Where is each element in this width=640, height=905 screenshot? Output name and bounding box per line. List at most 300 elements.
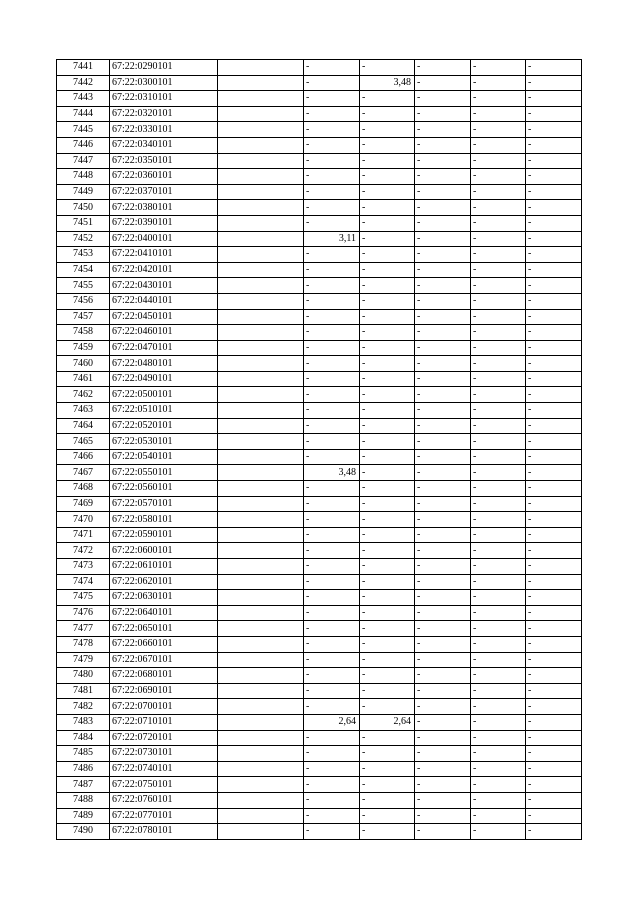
value-cell-col4: - <box>304 683 360 699</box>
value-cell-col4: - <box>304 636 360 652</box>
cadastral-number-cell: 67:22:0760101 <box>110 792 218 808</box>
value-cell-col7: - <box>471 371 526 387</box>
value-cell-col6: - <box>415 605 471 621</box>
cadastral-number-cell: 67:22:0670101 <box>110 652 218 668</box>
value-cell-col4: - <box>304 559 360 575</box>
value-cell-col7: - <box>471 465 526 481</box>
cadastral-number-cell: 67:22:0410101 <box>110 247 218 263</box>
table-row <box>57 636 582 652</box>
value-cell-col4: - <box>304 340 360 356</box>
value-cell-col6: - <box>415 636 471 652</box>
table-row <box>57 371 582 387</box>
cadastral-number-cell: 67:22:0450101 <box>110 309 218 325</box>
value-cell-col6: - <box>415 169 471 185</box>
cadastral-number-cell: 67:22:0650101 <box>110 621 218 637</box>
value-cell-col7: - <box>471 137 526 153</box>
value-cell-col3 <box>218 652 304 668</box>
value-cell-col3 <box>218 278 304 294</box>
value-cell-col5: - <box>360 590 415 606</box>
value-cell-col4: - <box>304 449 360 465</box>
cadastral-number-cell: 67:22:0380101 <box>110 200 218 216</box>
value-cell-col6: - <box>415 543 471 559</box>
row-number-cell: 7484 <box>57 730 110 746</box>
value-cell-col8: - <box>526 91 582 107</box>
table-row <box>57 278 582 294</box>
value-cell-col7: - <box>471 621 526 637</box>
value-cell-col4: - <box>304 481 360 497</box>
value-cell-col3 <box>218 247 304 263</box>
value-cell-col4: - <box>304 590 360 606</box>
value-cell-col7: - <box>471 262 526 278</box>
value-cell-col4: - <box>304 808 360 824</box>
table-row <box>57 792 582 808</box>
table-row <box>57 75 582 91</box>
value-cell-col5: - <box>360 262 415 278</box>
cadastral-number-cell: 67:22:0710101 <box>110 714 218 730</box>
row-number-cell: 7479 <box>57 652 110 668</box>
value-cell-col7: - <box>471 403 526 419</box>
value-cell-col4: - <box>304 824 360 840</box>
value-cell-col5: - <box>360 153 415 169</box>
value-cell-col5: - <box>360 683 415 699</box>
value-cell-col4: - <box>304 418 360 434</box>
value-cell-col3 <box>218 403 304 419</box>
value-cell-col8: - <box>526 590 582 606</box>
value-cell-col3 <box>218 636 304 652</box>
value-cell-col3 <box>218 356 304 372</box>
cadastral-number-cell: 67:22:0360101 <box>110 169 218 185</box>
row-number-cell: 7444 <box>57 106 110 122</box>
value-cell-col4: - <box>304 527 360 543</box>
row-number-cell: 7452 <box>57 231 110 247</box>
table-row <box>57 215 582 231</box>
table-row <box>57 481 582 497</box>
value-cell-col7: - <box>471 387 526 403</box>
value-cell-col6: - <box>415 371 471 387</box>
value-cell-col3 <box>218 792 304 808</box>
value-cell-col3 <box>218 496 304 512</box>
value-cell-col5: - <box>360 434 415 450</box>
row-number-cell: 7459 <box>57 340 110 356</box>
row-number-cell: 7473 <box>57 559 110 575</box>
cadastral-number-cell: 67:22:0570101 <box>110 496 218 512</box>
table-row <box>57 200 582 216</box>
value-cell-col3 <box>218 122 304 138</box>
value-cell-col6: - <box>415 668 471 684</box>
value-cell-col4: - <box>304 60 360 76</box>
value-cell-col8: - <box>526 371 582 387</box>
value-cell-col6: - <box>415 730 471 746</box>
value-cell-col5: - <box>360 387 415 403</box>
table-row <box>57 434 582 450</box>
row-number-cell: 7488 <box>57 792 110 808</box>
value-cell-col3 <box>218 590 304 606</box>
value-cell-col3 <box>218 449 304 465</box>
value-cell-col6: - <box>415 683 471 699</box>
value-cell-col6: - <box>415 356 471 372</box>
value-cell-col8: - <box>526 621 582 637</box>
value-cell-col6: - <box>415 122 471 138</box>
value-cell-col7: - <box>471 683 526 699</box>
value-cell-col6: - <box>415 824 471 840</box>
value-cell-col7: - <box>471 512 526 528</box>
value-cell-col6: - <box>415 247 471 263</box>
value-cell-col5: - <box>360 512 415 528</box>
row-number-cell: 7481 <box>57 683 110 699</box>
cadastral-number-cell: 67:22:0470101 <box>110 340 218 356</box>
row-number-cell: 7489 <box>57 808 110 824</box>
value-cell-col3 <box>218 371 304 387</box>
row-number-cell: 7470 <box>57 512 110 528</box>
value-cell-col8: - <box>526 761 582 777</box>
value-cell-col7: - <box>471 122 526 138</box>
table-row <box>57 91 582 107</box>
cadastral-number-cell: 67:22:0640101 <box>110 605 218 621</box>
cadastral-number-cell: 67:22:0590101 <box>110 527 218 543</box>
value-cell-col6: - <box>415 746 471 762</box>
value-cell-col6: - <box>415 761 471 777</box>
value-cell-col7: - <box>471 590 526 606</box>
value-cell-col5: - <box>360 465 415 481</box>
row-number-cell: 7465 <box>57 434 110 450</box>
value-cell-col7: - <box>471 434 526 450</box>
table-row <box>57 106 582 122</box>
value-cell-col4: - <box>304 75 360 91</box>
value-cell-col5: - <box>360 278 415 294</box>
value-cell-col5: - <box>360 403 415 419</box>
value-cell-col6: - <box>415 200 471 216</box>
value-cell-col6: - <box>415 527 471 543</box>
value-cell-col3 <box>218 761 304 777</box>
value-cell-col5: 3,48 <box>360 75 415 91</box>
value-cell-col7: - <box>471 746 526 762</box>
value-cell-col3 <box>218 512 304 528</box>
table-row <box>57 699 582 715</box>
value-cell-col5: - <box>360 605 415 621</box>
value-cell-col6: - <box>415 559 471 575</box>
value-cell-col5: - <box>360 215 415 231</box>
value-cell-col8: - <box>526 465 582 481</box>
cadastral-number-cell: 67:22:0420101 <box>110 262 218 278</box>
value-cell-col7: - <box>471 325 526 341</box>
table-row <box>57 184 582 200</box>
cadastral-number-cell: 67:22:0550101 <box>110 465 218 481</box>
value-cell-col3 <box>218 293 304 309</box>
value-cell-col5: - <box>360 808 415 824</box>
value-cell-col8: - <box>526 231 582 247</box>
value-cell-col6: - <box>415 153 471 169</box>
row-number-cell: 7474 <box>57 574 110 590</box>
value-cell-col7: - <box>471 309 526 325</box>
cadastral-number-cell: 67:22:0490101 <box>110 371 218 387</box>
value-cell-col5: - <box>360 184 415 200</box>
value-cell-col6: - <box>415 621 471 637</box>
value-cell-col7: - <box>471 91 526 107</box>
value-cell-col4: - <box>304 371 360 387</box>
value-cell-col4: - <box>304 169 360 185</box>
value-cell-col7: - <box>471 761 526 777</box>
row-number-cell: 7468 <box>57 481 110 497</box>
value-cell-col3 <box>218 434 304 450</box>
value-cell-col8: - <box>526 668 582 684</box>
value-cell-col5: - <box>360 356 415 372</box>
value-cell-col6: - <box>415 75 471 91</box>
cadastral-number-cell: 67:22:0620101 <box>110 574 218 590</box>
row-number-cell: 7463 <box>57 403 110 419</box>
value-cell-col7: - <box>471 668 526 684</box>
value-cell-col8: - <box>526 262 582 278</box>
row-number-cell: 7478 <box>57 636 110 652</box>
row-number-cell: 7469 <box>57 496 110 512</box>
value-cell-col8: - <box>526 652 582 668</box>
value-cell-col3 <box>218 543 304 559</box>
row-number-cell: 7445 <box>57 122 110 138</box>
value-cell-col7: - <box>471 699 526 715</box>
value-cell-col5: - <box>360 106 415 122</box>
value-cell-col4: - <box>304 512 360 528</box>
value-cell-col3 <box>218 465 304 481</box>
value-cell-col3 <box>218 574 304 590</box>
value-cell-col6: - <box>415 481 471 497</box>
value-cell-col6: - <box>415 714 471 730</box>
row-number-cell: 7486 <box>57 761 110 777</box>
value-cell-col7: - <box>471 777 526 793</box>
row-number-cell: 7485 <box>57 746 110 762</box>
value-cell-col8: - <box>526 481 582 497</box>
value-cell-col5: - <box>360 496 415 512</box>
value-cell-col7: - <box>471 169 526 185</box>
value-cell-col7: - <box>471 106 526 122</box>
table-row <box>57 574 582 590</box>
value-cell-col8: - <box>526 60 582 76</box>
cadastral-number-cell: 67:22:0320101 <box>110 106 218 122</box>
value-cell-col3 <box>218 200 304 216</box>
value-cell-col5: - <box>360 746 415 762</box>
cadastral-number-cell: 67:22:0660101 <box>110 636 218 652</box>
value-cell-col6: - <box>415 184 471 200</box>
value-cell-col4: - <box>304 247 360 263</box>
value-cell-col8: - <box>526 278 582 294</box>
table-row <box>57 746 582 762</box>
value-cell-col5: - <box>360 200 415 216</box>
row-number-cell: 7477 <box>57 621 110 637</box>
cadastral-number-cell: 67:22:0290101 <box>110 60 218 76</box>
cadastral-number-cell: 67:22:0370101 <box>110 184 218 200</box>
row-number-cell: 7475 <box>57 590 110 606</box>
value-cell-col8: - <box>526 403 582 419</box>
row-number-cell: 7453 <box>57 247 110 263</box>
table-row <box>57 122 582 138</box>
table-row <box>57 668 582 684</box>
table-row <box>57 465 582 481</box>
value-cell-col6: - <box>415 465 471 481</box>
value-cell-col8: - <box>526 106 582 122</box>
value-cell-col3 <box>218 387 304 403</box>
value-cell-col4: - <box>304 699 360 715</box>
value-cell-col4: - <box>304 730 360 746</box>
value-cell-col3 <box>218 605 304 621</box>
cadastral-number-cell: 67:22:0500101 <box>110 387 218 403</box>
value-cell-col5: - <box>360 777 415 793</box>
cadastral-number-cell: 67:22:0390101 <box>110 215 218 231</box>
row-number-cell: 7450 <box>57 200 110 216</box>
value-cell-col7: - <box>471 714 526 730</box>
value-cell-col3 <box>218 91 304 107</box>
table-row <box>57 808 582 824</box>
value-cell-col3 <box>218 184 304 200</box>
value-cell-col8: - <box>526 683 582 699</box>
value-cell-col3 <box>218 824 304 840</box>
value-cell-col7: - <box>471 184 526 200</box>
value-cell-col3 <box>218 325 304 341</box>
table-row <box>57 262 582 278</box>
value-cell-col7: - <box>471 418 526 434</box>
row-number-cell: 7448 <box>57 169 110 185</box>
value-cell-col3 <box>218 621 304 637</box>
cadastral-number-cell: 67:22:0560101 <box>110 481 218 497</box>
value-cell-col4: - <box>304 278 360 294</box>
value-cell-col6: - <box>415 309 471 325</box>
value-cell-col5: - <box>360 60 415 76</box>
value-cell-col8: - <box>526 418 582 434</box>
value-cell-col5: - <box>360 247 415 263</box>
value-cell-col4: - <box>304 137 360 153</box>
value-cell-col6: - <box>415 137 471 153</box>
value-cell-col7: - <box>471 543 526 559</box>
value-cell-col5: - <box>360 371 415 387</box>
value-cell-col5: - <box>360 559 415 575</box>
value-cell-col5: - <box>360 340 415 356</box>
value-cell-col8: - <box>526 340 582 356</box>
value-cell-col3 <box>218 262 304 278</box>
table-row <box>57 293 582 309</box>
value-cell-col6: - <box>415 293 471 309</box>
row-number-cell: 7442 <box>57 75 110 91</box>
value-cell-col5: - <box>360 91 415 107</box>
table-row <box>57 761 582 777</box>
value-cell-col8: - <box>526 293 582 309</box>
value-cell-col8: - <box>526 496 582 512</box>
value-cell-col4: - <box>304 293 360 309</box>
value-cell-col6: - <box>415 262 471 278</box>
value-cell-col7: - <box>471 808 526 824</box>
value-cell-col6: - <box>415 449 471 465</box>
table-row <box>57 527 582 543</box>
cadastral-number-cell: 67:22:0460101 <box>110 325 218 341</box>
value-cell-col3 <box>218 418 304 434</box>
table-row <box>57 356 582 372</box>
value-cell-col7: - <box>471 215 526 231</box>
row-number-cell: 7482 <box>57 699 110 715</box>
value-cell-col4: - <box>304 496 360 512</box>
value-cell-col8: - <box>526 200 582 216</box>
value-cell-col3 <box>218 153 304 169</box>
value-cell-col7: - <box>471 200 526 216</box>
table-row <box>57 247 582 263</box>
value-cell-col6: - <box>415 340 471 356</box>
value-cell-col4: - <box>304 215 360 231</box>
row-number-cell: 7487 <box>57 777 110 793</box>
value-cell-col4: - <box>304 122 360 138</box>
table-row <box>57 387 582 403</box>
value-cell-col7: - <box>471 527 526 543</box>
value-cell-col4: - <box>304 652 360 668</box>
cadastral-number-cell: 67:22:0430101 <box>110 278 218 294</box>
value-cell-col8: - <box>526 247 582 263</box>
row-number-cell: 7460 <box>57 356 110 372</box>
value-cell-col7: - <box>471 636 526 652</box>
value-cell-col8: - <box>526 527 582 543</box>
value-cell-col5: - <box>360 122 415 138</box>
value-cell-col4: - <box>304 403 360 419</box>
value-cell-col6: - <box>415 792 471 808</box>
cadastral-number-cell: 67:22:0610101 <box>110 559 218 575</box>
table-row <box>57 777 582 793</box>
row-number-cell: 7471 <box>57 527 110 543</box>
cadastral-number-cell: 67:22:0520101 <box>110 418 218 434</box>
value-cell-col8: - <box>526 215 582 231</box>
row-number-cell: 7476 <box>57 605 110 621</box>
cadastral-number-cell: 67:22:0740101 <box>110 761 218 777</box>
value-cell-col4: - <box>304 761 360 777</box>
value-cell-col7: - <box>471 356 526 372</box>
row-number-cell: 7464 <box>57 418 110 434</box>
table-row <box>57 714 582 730</box>
value-cell-col5: - <box>360 137 415 153</box>
value-cell-col3 <box>218 714 304 730</box>
table-row <box>57 590 582 606</box>
table-row <box>57 403 582 419</box>
value-cell-col6: - <box>415 777 471 793</box>
value-cell-col3 <box>218 75 304 91</box>
value-cell-col6: - <box>415 215 471 231</box>
value-cell-col3 <box>218 559 304 575</box>
row-number-cell: 7480 <box>57 668 110 684</box>
value-cell-col4: - <box>304 621 360 637</box>
value-cell-col7: - <box>471 824 526 840</box>
value-cell-col7: - <box>471 559 526 575</box>
value-cell-col5: - <box>360 574 415 590</box>
value-cell-col7: - <box>471 574 526 590</box>
row-number-cell: 7441 <box>57 60 110 76</box>
row-number-cell: 7457 <box>57 309 110 325</box>
value-cell-col7: - <box>471 730 526 746</box>
value-cell-col6: - <box>415 106 471 122</box>
cadastral-number-cell: 67:22:0480101 <box>110 356 218 372</box>
value-cell-col8: - <box>526 574 582 590</box>
value-cell-col5: - <box>360 293 415 309</box>
row-number-cell: 7443 <box>57 91 110 107</box>
value-cell-col4: - <box>304 200 360 216</box>
value-cell-col4: - <box>304 387 360 403</box>
value-cell-col8: - <box>526 792 582 808</box>
value-cell-col8: - <box>526 75 582 91</box>
cadastral-number-cell: 67:22:0600101 <box>110 543 218 559</box>
value-cell-col5: - <box>360 527 415 543</box>
value-cell-col5: - <box>360 699 415 715</box>
row-number-cell: 7447 <box>57 153 110 169</box>
value-cell-col4: - <box>304 792 360 808</box>
value-cell-col4: 3,11 <box>304 231 360 247</box>
value-cell-col4: - <box>304 262 360 278</box>
value-cell-col4: - <box>304 668 360 684</box>
cadastral-number-cell: 67:22:0440101 <box>110 293 218 309</box>
value-cell-col7: - <box>471 340 526 356</box>
row-number-cell: 7466 <box>57 449 110 465</box>
row-number-cell: 7467 <box>57 465 110 481</box>
value-cell-col5: - <box>360 543 415 559</box>
table-row <box>57 730 582 746</box>
